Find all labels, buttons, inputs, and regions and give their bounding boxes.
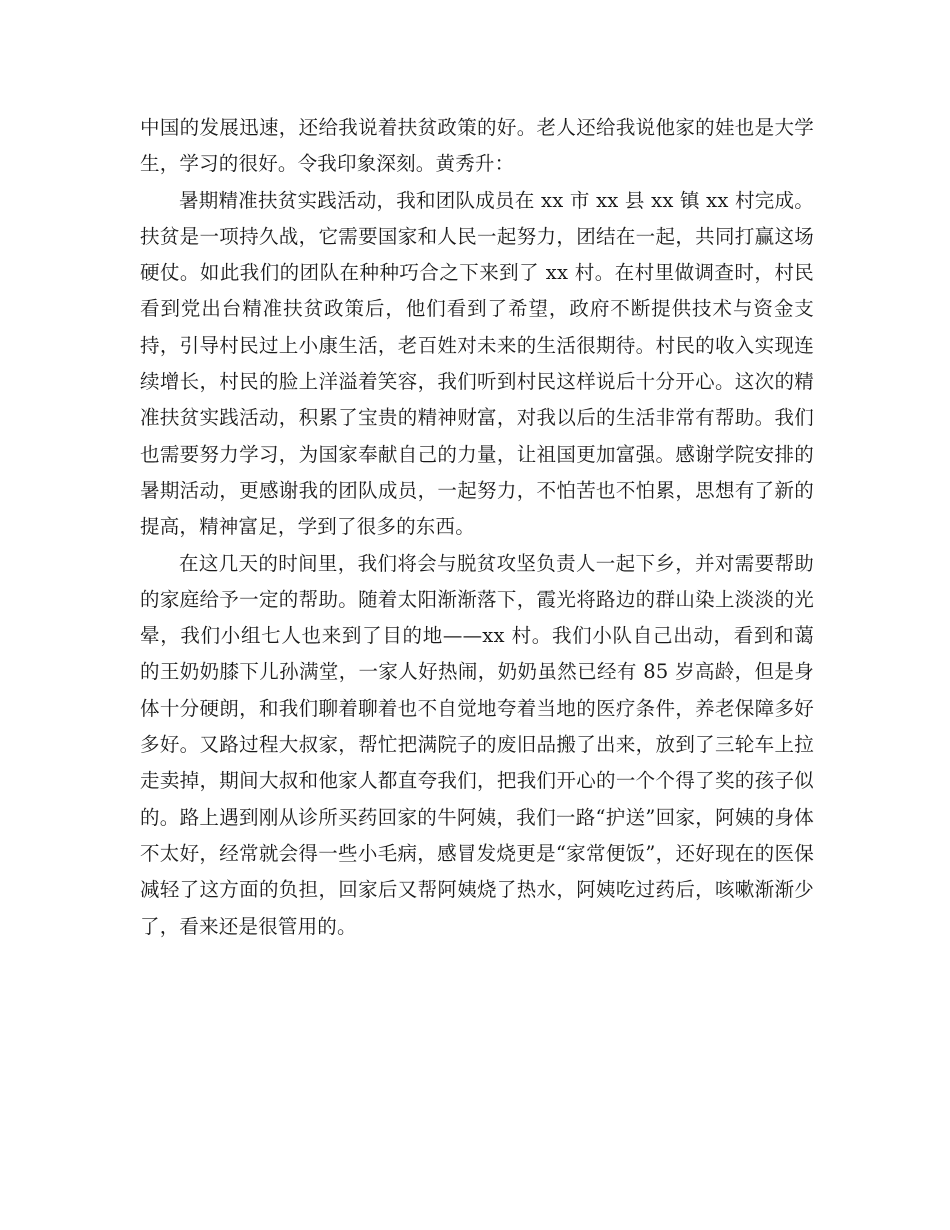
paragraph-3: 在这几天的时间里，我们将会与脱贫攻坚负责人一起下乡，并对需要帮助的家庭给予一定的帮助。随着太阳渐渐落下，霞光将路边的群山染上淡淡的光晕，我们小组七人也来到了目的地——xx 村。我们小队自己出动，看到和蔼的王奶奶膝下儿孙满堂，一家人好热闹，奶奶虽然已经有 85 岁高龄，但是身体十分硬朗，和我们聊着聊着也不自觉地夸着当地的医疗条件，养老保障多好多好。又路过程大叔家，帮忙把满院子的废旧品搬了出来，放到了三轮车上拉走卖掉，期间大叔和他家人都直夸我们，把我们开心的一个个得了奖的孩子似的。路上遇到刚从诊所买药回家的牛阿姨，我们一路“护送”回家，阿姨的身体不太好，经常就会得一些小毛病，感冒发烧更是“家常便饭”，还好现在的医保减轻了这方面的负担，回家后又帮阿姨烧了热水，阿姨吃过药后，咳嗽渐渐少了，看来还是很管用的。 [140,551,814,938]
document-body [140,110,814,945]
paragraph-1: 中国的发展迅速，还给我说着扶贫政策的好。老人还给我说他家的娃也是大学生，学习的很好。令我印象深刻。黄秀升： [140,116,814,176]
paragraph-2: 暑期精准扶贫实践活动，我和团队成员在 xx 市 xx 县 xx 镇 xx 村完成。扶贫是一项持久战，它需要国家和人民一起努力，团结在一起，共同打赢这场硬仗。如此我们的团队在种种巧合之下来到了 xx 村。在村里做调查时，村民看到党出台精准扶贫政策后，他们看到了希望，政府不断提供技术与资金支持，引导村民过上小康生活，老百姓对未来的生活很期待。村民的收入实现连续增长，村民的脸上洋溢着笑容，我们听到村民这样说后十分开心。这次的精准扶贫实践活动，积累了宝贵的精神财富，对我以后的生活非常有帮助。我们也需要努力学习，为国家奉献自己的力量，让祖国更加富强。感谢学院安排的暑期活动，更感谢我的团队成员，一起努力，不怕苦也不怕累，思想有了新的提高，精神富足，学到了很多的东西。 [140,188,814,539]
